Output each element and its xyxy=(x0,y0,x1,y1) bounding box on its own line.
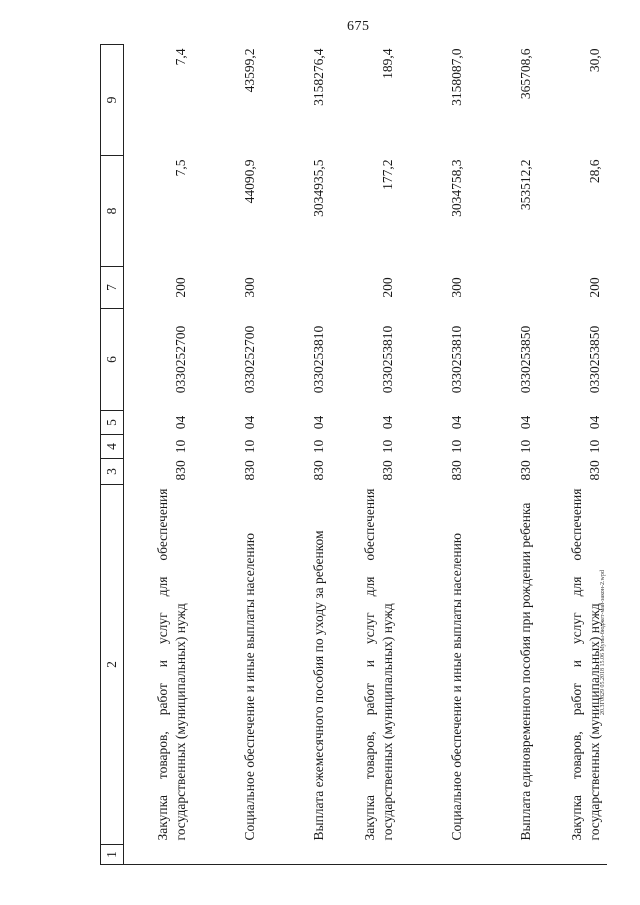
expense-description: Выплата единовременного пособия при рождении ребенка xyxy=(518,502,534,841)
footer-file-code: 20.3Г0829 05.2018 15.06 Муны-бюджет-май-закон-2.wpd xyxy=(600,570,606,715)
section-code: 10 xyxy=(242,439,258,454)
subsection-code: 04 xyxy=(380,415,396,430)
target-article-code: 0330253810 xyxy=(380,325,396,394)
expense-description: Социальное обеспечение и иные выплаты населению xyxy=(449,533,465,841)
amount-col9: 3158276,4 xyxy=(311,48,327,106)
row-number-cell xyxy=(538,845,607,865)
section-code: 10 xyxy=(449,439,465,454)
expense-type-code xyxy=(469,267,538,309)
page-number: 675 xyxy=(347,19,370,34)
expense-type-code: 200 xyxy=(380,277,396,298)
table-row xyxy=(262,45,331,865)
amount-col9: 30,0 xyxy=(587,48,603,73)
column-number-header-row xyxy=(101,45,124,865)
section-code: 10 xyxy=(518,439,534,454)
amount-col8: 44090,9 xyxy=(242,159,258,204)
table-row xyxy=(400,45,469,865)
amount-col8: 7,5 xyxy=(173,159,189,177)
budget-table xyxy=(100,44,607,865)
row-number-cell xyxy=(331,845,400,865)
ministry-code: 830 xyxy=(518,460,534,481)
column-header: 2 xyxy=(101,485,124,845)
table-row xyxy=(124,45,193,865)
target-article-code: 0330253850 xyxy=(518,325,534,394)
section-code: 10 xyxy=(380,439,396,454)
expense-type-code xyxy=(262,267,331,309)
amount-col9: 365708,6 xyxy=(518,48,534,100)
ministry-code: 830 xyxy=(242,460,258,481)
amount-col9: 7,4 xyxy=(173,48,189,66)
column-header: 7 xyxy=(101,267,124,309)
table-row xyxy=(331,45,400,865)
target-article-code: 0330253810 xyxy=(311,325,327,394)
table-row xyxy=(538,45,607,865)
ministry-code: 830 xyxy=(173,460,189,481)
amount-col8: 3034935,5 xyxy=(311,159,327,217)
ministry-code: 830 xyxy=(587,460,603,481)
ministry-code: 830 xyxy=(449,460,465,481)
row-number-cell xyxy=(124,845,193,865)
expense-description: Закупка товаров, работ и услуг для обеспечения государственных (муниципальных) нужд xyxy=(155,488,189,841)
column-header: 4 xyxy=(101,435,124,459)
expense-type-code: 200 xyxy=(587,277,603,298)
column-header: 5 xyxy=(101,411,124,435)
table-row xyxy=(193,45,262,865)
amount-col8: 353512,2 xyxy=(518,159,534,211)
expense-type-code: 200 xyxy=(173,277,189,298)
amount-col9: 189,4 xyxy=(380,48,396,79)
expense-description: Закупка товаров, работ и услуг для обеспечения государственных (муниципальных) нужд xyxy=(362,488,396,841)
amount-col8: 3034758,3 xyxy=(449,159,465,217)
column-header: 9 xyxy=(101,45,124,156)
amount-col9: 3158087,0 xyxy=(449,48,465,106)
amount-col9: 43599,2 xyxy=(242,48,258,93)
row-number-cell xyxy=(400,845,469,865)
subsection-code: 04 xyxy=(518,415,534,430)
target-article-code: 0330253810 xyxy=(449,325,465,394)
section-code: 10 xyxy=(173,439,189,454)
target-article-code: 0330253850 xyxy=(587,325,603,394)
ministry-code: 830 xyxy=(311,460,327,481)
column-header: 3 xyxy=(101,459,124,485)
target-article-code: 0330252700 xyxy=(242,325,258,394)
expense-description: Закупка товаров, работ и услуг для обеспечения государственных (муниципальных) нужд xyxy=(569,488,603,841)
row-number-cell xyxy=(193,845,262,865)
column-header: 1 xyxy=(101,845,124,865)
expense-description: Социальное обеспечение и иные выплаты населению xyxy=(242,533,258,841)
rotated-page-content xyxy=(100,45,610,865)
section-code: 10 xyxy=(587,439,603,454)
subsection-code: 04 xyxy=(173,415,189,430)
table-row xyxy=(469,45,538,865)
subsection-code: 04 xyxy=(587,415,603,430)
row-number-cell xyxy=(469,845,538,865)
amount-col8: 177,2 xyxy=(380,159,396,190)
target-article-code: 0330252700 xyxy=(173,325,189,394)
expense-description: Выплата ежемесячного пособия по уходу за ребенком xyxy=(311,530,327,841)
amount-col8: 28,6 xyxy=(587,159,603,184)
ministry-code: 830 xyxy=(380,460,396,481)
column-header: 6 xyxy=(101,309,124,411)
expense-type-code: 300 xyxy=(242,277,258,298)
subsection-code: 04 xyxy=(242,415,258,430)
subsection-code: 04 xyxy=(311,415,327,430)
section-code: 10 xyxy=(311,439,327,454)
column-header: 8 xyxy=(101,156,124,267)
expense-type-code: 300 xyxy=(449,277,465,298)
row-number-cell xyxy=(262,845,331,865)
subsection-code: 04 xyxy=(449,415,465,430)
